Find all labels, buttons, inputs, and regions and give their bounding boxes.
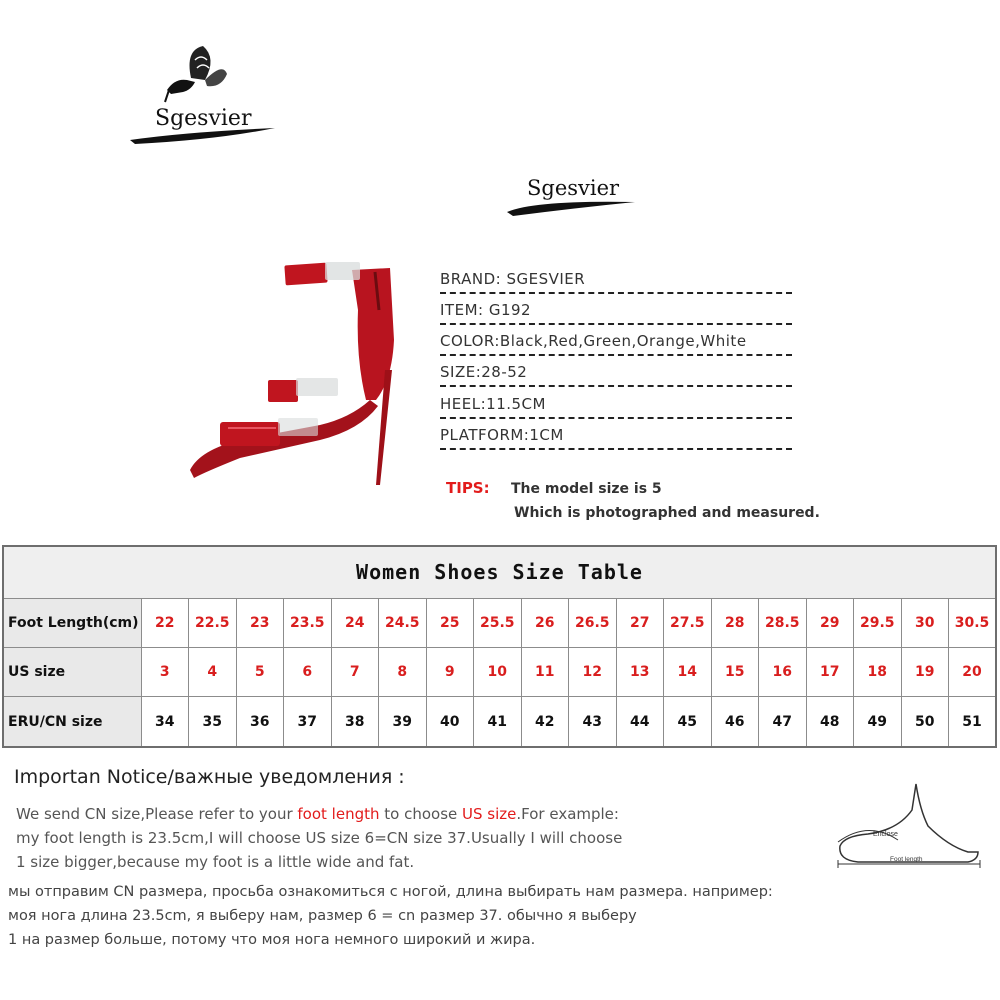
table-cell: 37 [284, 697, 332, 747]
enclose-label: Enclose [873, 831, 898, 838]
tips-text-line2: Which is photographed and measured. [514, 505, 820, 521]
table-cell: 34 [141, 697, 189, 747]
table-cell: 5 [236, 648, 284, 697]
table-cell: 29.5 [854, 598, 902, 647]
table-cell: 3 [141, 648, 189, 697]
tips-text-line1: The model size is 5 [511, 481, 662, 497]
table-cell: 24.5 [379, 598, 427, 647]
product-image [180, 250, 440, 490]
brand-wordmark [505, 170, 640, 220]
row-label: Foot Length(cm) [3, 598, 141, 647]
table-cell: 35 [189, 697, 237, 747]
notice-highlight-foot-length: foot length [297, 805, 380, 823]
divider [440, 292, 792, 294]
notice-en-line3: 1 size bigger,because my foot is a little wide and fat. [16, 853, 415, 871]
notice-text: to choose [379, 805, 463, 823]
table-cell: 43 [569, 697, 617, 747]
spec-size: SIZE:28-52 [440, 363, 528, 381]
table-cell: 15 [711, 648, 759, 697]
spec-heel: HEEL:11.5CM [440, 395, 546, 413]
notice-ru-line1: мы отправим CN размера, просьба ознакомиться с ногой, длина выбирать нам размера. например: [8, 884, 773, 900]
table-cell: 22.5 [189, 598, 237, 647]
red-sandal-image [180, 250, 440, 490]
divider [440, 448, 792, 450]
table-cell: 19 [901, 648, 949, 697]
table-cell: 28.5 [759, 598, 807, 647]
table-cell: 41 [474, 697, 522, 747]
brand-logo-text: Sgesvier [155, 106, 252, 131]
table-cell: 26.5 [569, 598, 617, 647]
row-label: US size [3, 648, 141, 697]
notice-text: .For example: [516, 805, 619, 823]
divider [440, 417, 792, 419]
notice-ru-line3: 1 на размер больше, потому что моя нога немного широкий и жира. [8, 932, 536, 948]
heel-butterfly-logo-icon [125, 40, 285, 160]
brand-wordmark-text: Sgesvier [527, 176, 620, 200]
notice-title: Importan Notice/важные уведомления : [14, 766, 405, 788]
table-cell: 30.5 [949, 598, 997, 647]
notice-ru-line2: моя нога длина 23.5cm, я выберу нам, размер 6 = cn размер 37. обычно я выберу [8, 908, 637, 924]
table-cell: 27 [616, 598, 664, 647]
spec-platform: PLATFORM:1CM [440, 426, 564, 444]
table-cell: 25.5 [474, 598, 522, 647]
row-label: ERU/CN size [3, 697, 141, 747]
divider [440, 385, 792, 387]
table-cell: 17 [806, 648, 854, 697]
divider [440, 354, 792, 356]
table-row-us-size [3, 648, 996, 697]
table-cell: 8 [379, 648, 427, 697]
spec-brand: BRAND: SGESVIER [440, 270, 586, 288]
table-cell: 9 [426, 648, 474, 697]
table-cell: 10 [474, 648, 522, 697]
table-cell: 24 [331, 598, 379, 647]
notice-highlight-us-size: US size [462, 805, 517, 823]
spec-item: ITEM: G192 [440, 301, 532, 319]
table-cell: 48 [806, 697, 854, 747]
table-cell: 12 [569, 648, 617, 697]
table-cell: 46 [711, 697, 759, 747]
table-cell: 29 [806, 598, 854, 647]
table-cell: 4 [189, 648, 237, 697]
table-cell: 6 [284, 648, 332, 697]
foot-outline-icon [828, 780, 988, 870]
table-cell: 11 [521, 648, 569, 697]
table-cell: 13 [616, 648, 664, 697]
table-cell: 45 [664, 697, 712, 747]
notice-text: We send CN size,Please refer to your [16, 805, 298, 823]
table-cell: 14 [664, 648, 712, 697]
notice-en-line1 [16, 805, 619, 823]
table-cell: 44 [616, 697, 664, 747]
table-cell: 47 [759, 697, 807, 747]
table-cell: 22 [141, 598, 189, 647]
table-row-eu-cn-size [3, 697, 996, 747]
table-row-foot-length [3, 598, 996, 647]
divider [440, 323, 792, 325]
notice-en-line2: my foot length is 23.5cm,I will choose US size 6=CN size 37.Usually I will choose [16, 829, 623, 847]
table-cell: 50 [901, 697, 949, 747]
table-cell: 18 [854, 648, 902, 697]
table-cell: 28 [711, 598, 759, 647]
table-cell: 25 [426, 598, 474, 647]
table-cell: 51 [949, 697, 997, 747]
tips-label: TIPS: [446, 479, 490, 497]
table-cell: 16 [759, 648, 807, 697]
brand-logo [125, 40, 285, 160]
table-cell: 23 [236, 598, 284, 647]
table-cell: 39 [379, 697, 427, 747]
table-cell: 26 [521, 598, 569, 647]
table-cell: 23.5 [284, 598, 332, 647]
size-table [2, 545, 997, 748]
table-cell: 49 [854, 697, 902, 747]
table-cell: 7 [331, 648, 379, 697]
table-cell: 20 [949, 648, 997, 697]
table-cell: 30 [901, 598, 949, 647]
table-cell: 38 [331, 697, 379, 747]
foot-length-label: Foot length [890, 856, 923, 863]
foot-measurement-diagram [828, 780, 988, 870]
table-cell: 42 [521, 697, 569, 747]
table-cell: 36 [236, 697, 284, 747]
size-table-title: Women Shoes Size Table [3, 546, 996, 598]
table-cell: 40 [426, 697, 474, 747]
spec-color: COLOR:Black,Red,Green,Orange,White [440, 332, 747, 350]
table-cell: 27.5 [664, 598, 712, 647]
